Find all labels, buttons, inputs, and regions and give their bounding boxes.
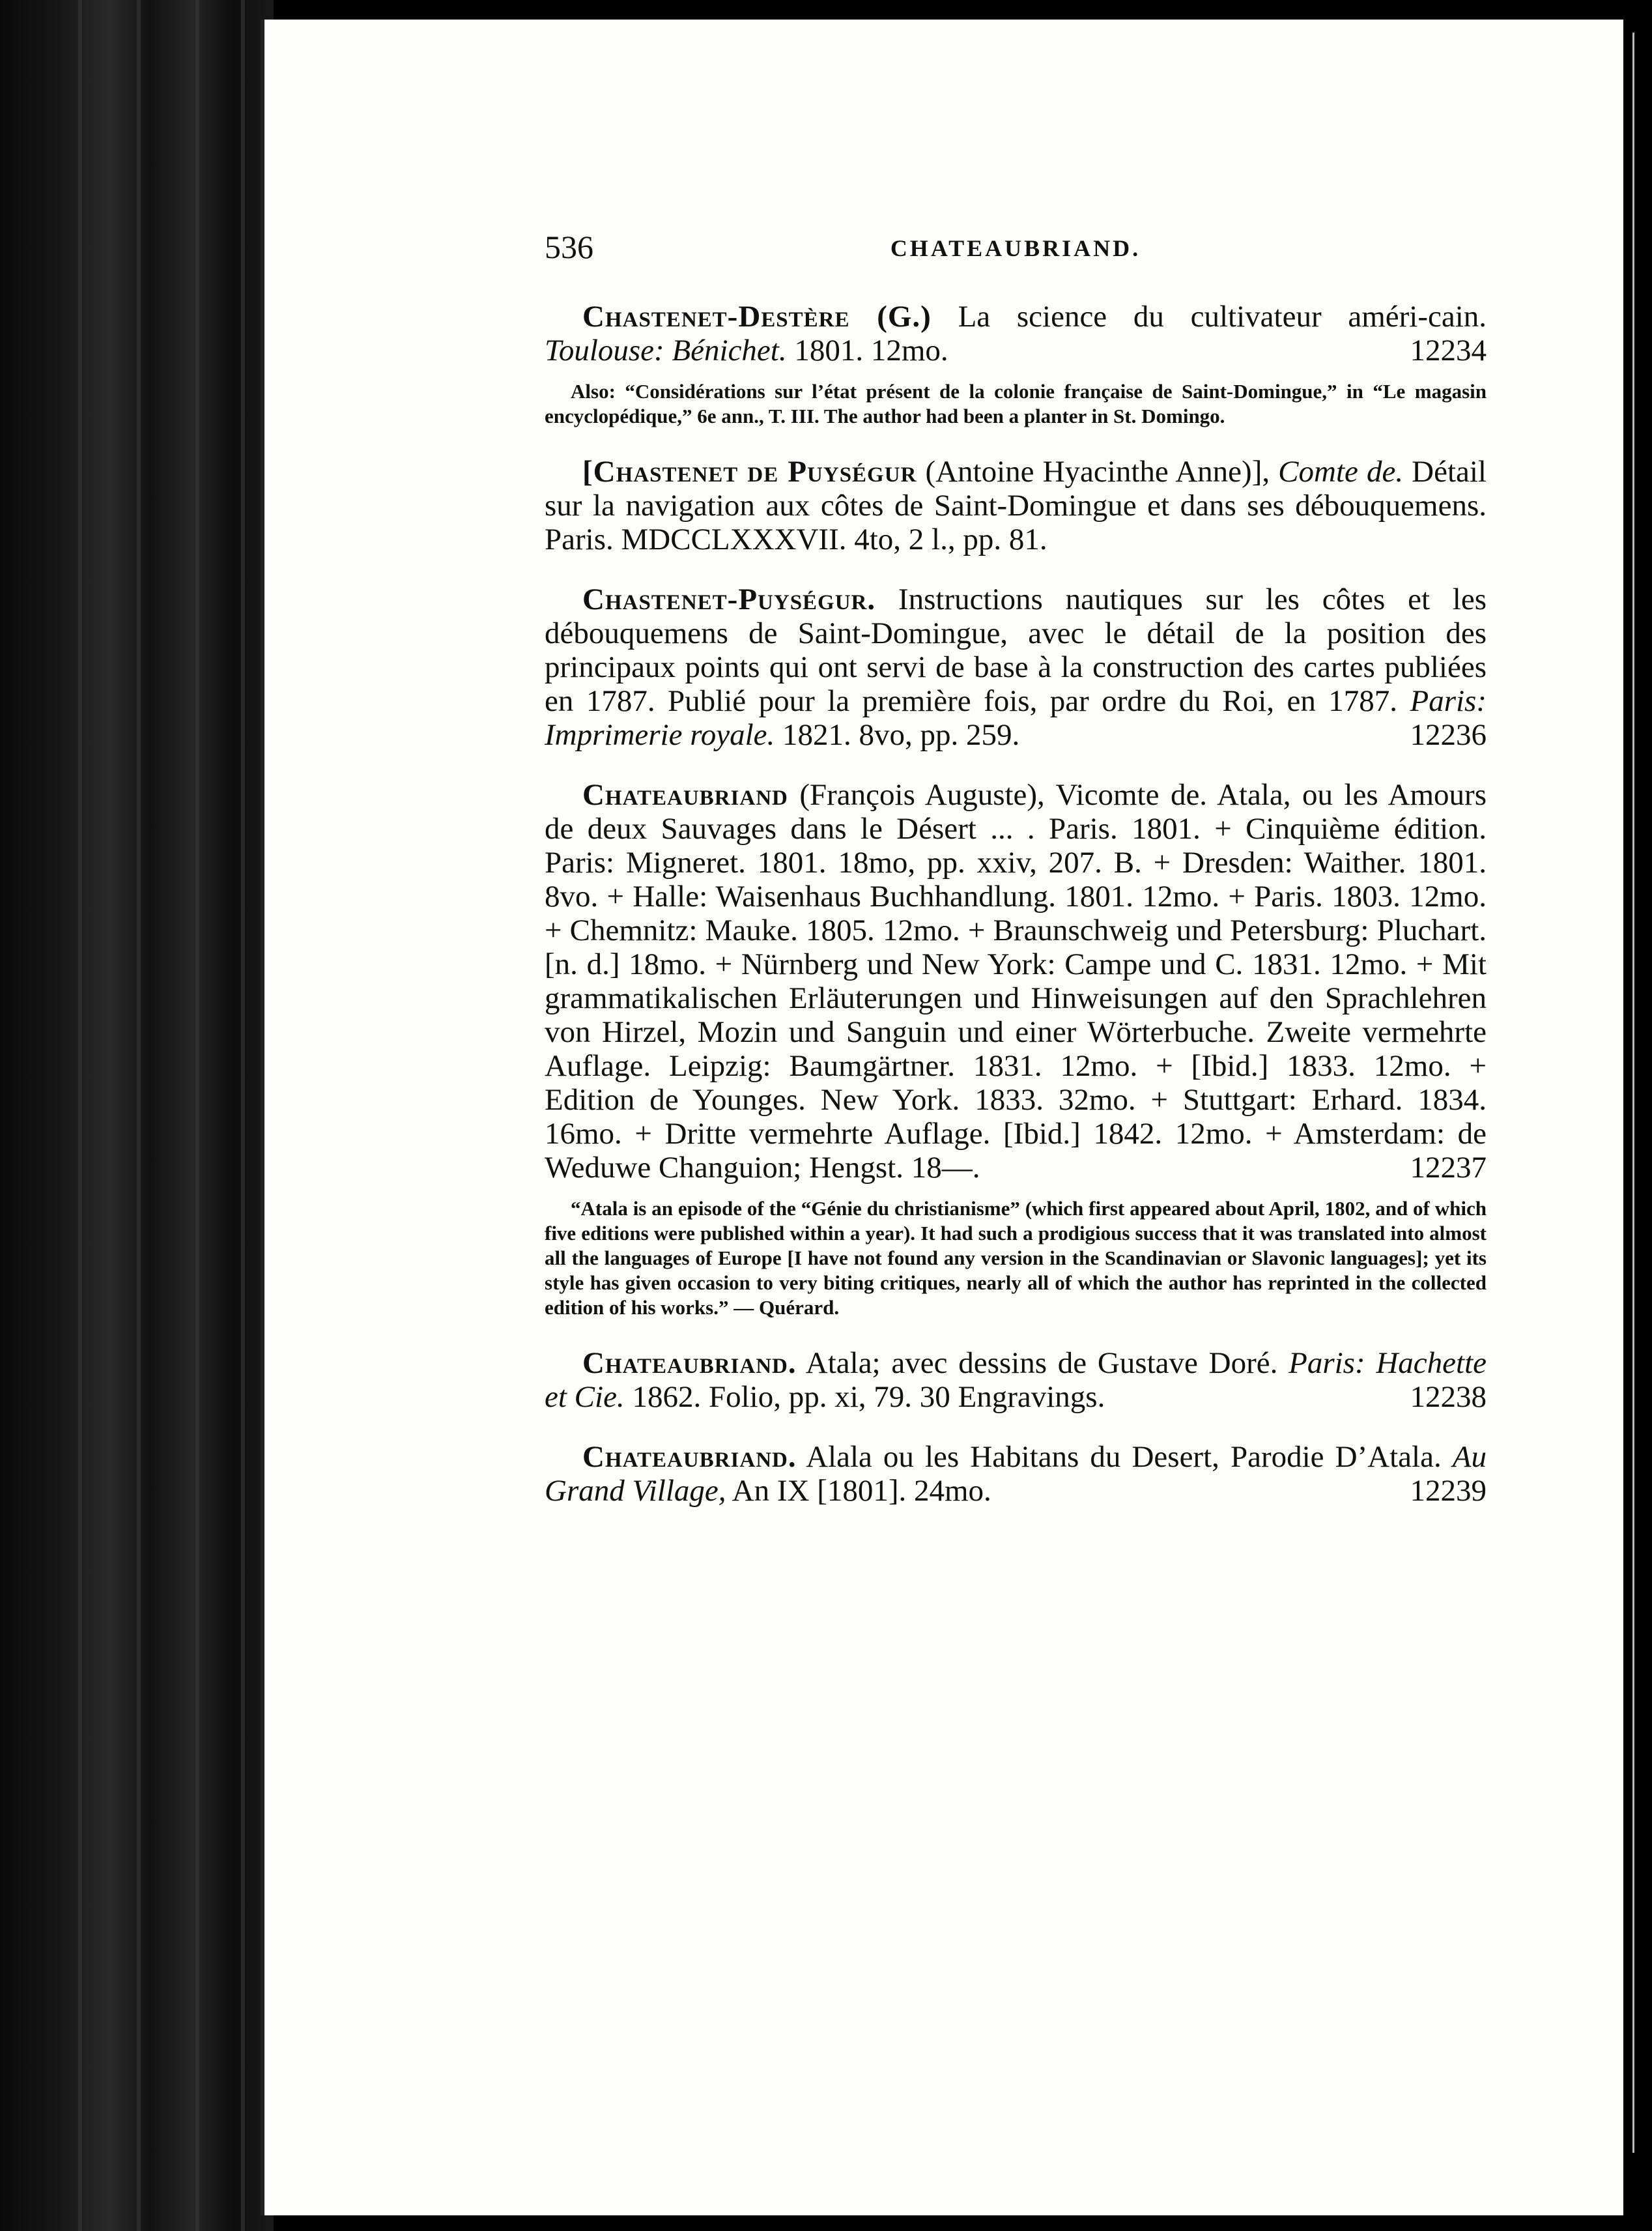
right-page-edge [1623,0,1652,2231]
entry-12236: Chastenet-Puységur. Instructions nautiques sur les côtes et les débouquemens de Saint-Domingue, avec le détail de la position des principaux points qui ont servi de base à la construction des cartes publiées en 1787. Publié pour la première fois, par ordre du Roi, en 1787. Paris: Imprimerie royale. 1821. 8vo, pp. 259. 12236 [545,583,1487,752]
page-header [545,228,1487,274]
entry-12237: Chateaubriand (François Auguste), Vicomte de. Atala, ou les Amours de deux Sauvages dans le Désert ... . Paris. 1801. + Cinquième édition. Paris: Migneret. 1801. 18mo, pp. xxiv, 207. B. + Dresden: Waither. 1801. 8vo. + Halle: Waisenhaus Buchhandlung. 1801. 12mo. + Paris. 1803. 12mo. + Chemnitz: Mauke. 1805. 12mo. + Braunschweig und Petersburg: Pluchart. [n. d.] 18mo. + Nürnberg und New York: Campe und C. 1831. 12mo. + Mit grammatikalischen Erläuterungen und Hinweisungen auf den Sprachlehren von Hirzel, Mozin und Sanguin und einer Wörterbuche. Zweite vermehrte Auflage. Leipzig: Baumgärtner. 1831. 12mo. + [Ibid.] 1833. 12mo. + Edition de Younges. New York. 1833. 32mo. + Stuttgart: Erhard. 1834. 16mo. + Dritte vermehrte Auflage. [Ibid.] 1842. 12mo. + Amsterdam: de Weduwe Changuion; Hengst. 18—. 12237 [545,778,1487,1185]
entry-author: Chastenet-Puységur. [582,583,876,616]
entry-number: 12238 [1410,1380,1487,1414]
page-number: 536 [545,229,593,265]
book-spine-edge [0,0,274,2231]
entry-note: Also: “Considérations sur l’état présent de la colonie française de Saint-Domingue,” in “Le magasin encyclopédique,” 6e ann., T. III. The author had been a planter in St. Domingo. [545,380,1487,427]
page-content [545,228,1487,1508]
entry-12234: Chastenet-Destère (G.) La science du cultivateur améri-cain. Toulouse: Bénichet. 1801. 12mo. 12234 [545,300,1487,367]
entry-12235: [Chastenet de Puységur (Antoine Hyacinthe Anne)], Comte de. Détail sur la navigation aux côtes de Saint-Domingue et dans ses débouquemens. Paris. MDCCLXXXVII. 4to, 2 l., pp. 81. [545,455,1487,556]
entry-12238: Chateaubriand. Atala; avec dessins de Gustave Doré. Paris: Hachette et Cie. 1862. Folio, pp. xi, 79. 30 Engravings. 12238 [545,1346,1487,1414]
entry-author: Chateaubriand [582,778,788,812]
entry-number: 12236 [1410,718,1487,752]
entry-12239: Chateaubriand. Alala ou les Habitans du Desert, Parodie D’Atala. Au Grand Village, An IX [1801]. 24mo. 12239 [545,1440,1487,1508]
entry-author: Chateaubriand. [582,1346,797,1380]
entry-author: Chastenet-Destère (G.) [582,300,932,334]
entry-note: “Atala is an episode of the “Génie du christianisme” (which first appeared about April, 1802, and of which five editions were published within a year). It had such a prodigious success that it was translated into almost all the languages of Europe [I have not found any version in the Scandinavian or Slavonic languages]; yet its style has given occasion to very biting critiques, nearly all of which the author has reprinted in the collected edition of his works.” — Quérard. [545,1197,1487,1319]
entry-number: 12234 [1410,334,1487,367]
entry-number: 12239 [1410,1474,1487,1508]
entry-author: Chateaubriand. [582,1440,797,1474]
entry-author: [Chastenet de Puységur [582,455,917,489]
running-head: CHATEAUBRIAND. [890,235,1141,261]
entry-number: 12237 [1410,1151,1487,1185]
